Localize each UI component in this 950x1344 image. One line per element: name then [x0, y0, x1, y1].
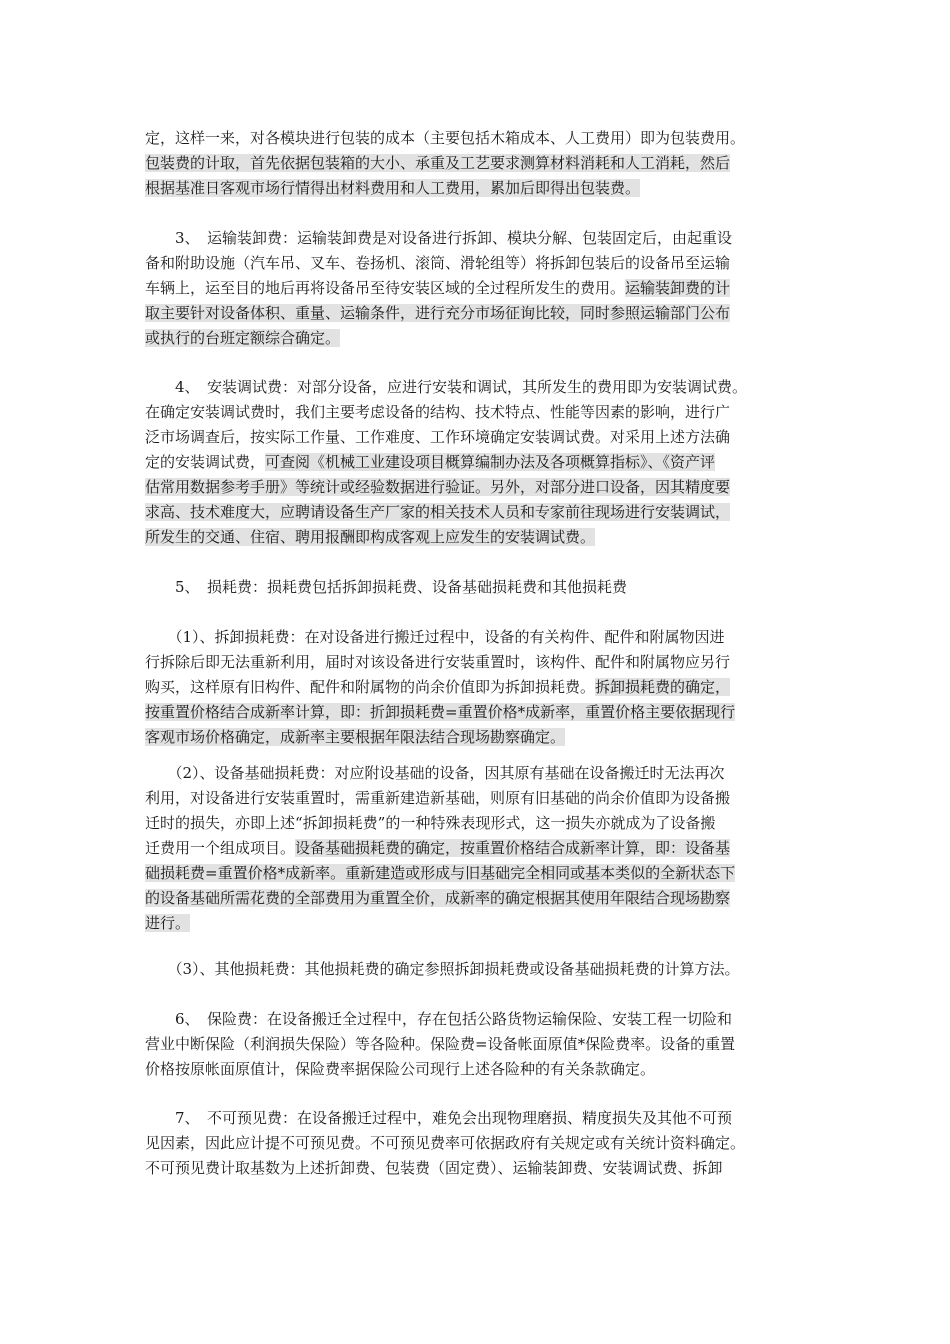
text-line — [145, 1106, 805, 1131]
body-text: 不可预见费计取基数为上述折卸费、包装费（固定费）、运输装卸费、安装调试费、拆卸 — [145, 1159, 723, 1177]
text-line — [145, 786, 805, 811]
paragraph-installation-debugging — [145, 375, 805, 550]
body-text: 见因素，因此应计提不可预见费。不可预见费率可依据政府有关规定或有关统计资料确定。 — [145, 1134, 746, 1152]
highlighted-text: 包装费的计取，首先依据包装箱的大小、承重及工艺要求测算材料消耗和人工消耗，然后 — [145, 154, 731, 172]
text-line — [145, 176, 805, 201]
body-text: （1）、拆卸损耗费：在对设备进行搬迁过程中，设备的有关构件、配件和附属物因进 — [145, 628, 725, 646]
paragraph-loss-fees — [145, 575, 805, 600]
text-line — [145, 226, 805, 251]
body-text: 备和附助设施（汽车吊、叉车、卷扬机、滚筒、滑轮组等）将拆卸包装后的设备吊至运输 — [145, 254, 731, 272]
highlighted-text: 根据基准日客观市场行情得出材料费用和人工费用，累加后即得出包装费。 — [145, 179, 641, 197]
text-line — [145, 425, 805, 450]
text-line — [145, 911, 805, 936]
highlighted-text: 或执行的台班定额综合确定。 — [145, 329, 341, 347]
text-line — [145, 1057, 805, 1082]
text-line — [145, 811, 805, 836]
body-text: 定，这样一来，对各模块进行包装的成本（主要包括木箱成本、人工费用）即为包装费用。 — [145, 129, 746, 147]
body-text: 利用，对设备进行安装重置时，需重新建造新基础，则原有旧基础的尚余价值即为设备搬 — [145, 789, 731, 807]
text-line — [145, 301, 805, 326]
highlighted-text: 所发生的交通、住宿、聘用报酬即构成客观上应发生的安装调试费。 — [145, 528, 596, 546]
body-text: 定的安装调试费， — [145, 453, 266, 471]
highlighted-text: 设备基础损耗费的确定，按重置价格结合成新率计算，即：设备基 — [295, 839, 731, 857]
text-line — [145, 500, 805, 525]
text-line — [145, 1131, 805, 1156]
body-text: 泛市场调查后，按实际工作量、工作难度、工作环境确定安装调试费。对采用上述方法确 — [145, 428, 731, 446]
text-line — [145, 475, 805, 500]
text-line — [145, 525, 805, 550]
highlighted-text: 估常用数据参考手册》等统计或经验数据进行验证。另外，对部分进口设备，因其精度要 — [145, 478, 731, 496]
highlighted-text: 可查阅《机械工业建设项目概算编制办法及各项概算指标》、《资产评 — [265, 453, 716, 471]
body-text: （3）、其他损耗费：其他损耗费的确定参照拆卸损耗费或设备基础损耗费的计算方法。 — [145, 960, 740, 978]
text-line — [145, 575, 805, 600]
paragraph-dismantling-loss — [145, 625, 805, 750]
text-line — [145, 151, 805, 176]
paragraph-packaging — [145, 126, 805, 201]
body-text: 5、 损耗费：损耗费包括拆卸损耗费、设备基础损耗费和其他损耗费 — [145, 578, 628, 596]
body-text: 价格按原帐面原值计，保险费率据保险公司现行上述各险种的有关条款确定。 — [145, 1060, 656, 1078]
highlighted-text: 求高、技术难度大，应聘请设备生产厂家的相关技术人员和专家前往现场进行安装调试， — [145, 503, 731, 521]
highlighted-text: 客观市场价格确定，成新率主要根据年限法结合现场勘察确定。 — [145, 728, 566, 746]
text-line — [145, 400, 805, 425]
body-text: 车辆上，运至目的地后再将设备吊至待安装区域的全过程所发生的费用。 — [145, 279, 626, 297]
body-text: 迁费用一个组成项目。 — [145, 839, 296, 857]
text-line — [145, 957, 805, 982]
body-text: 3、 运输装卸费：运输装卸费是对设备进行拆卸、模块分解、包装固定后，由起重设 — [145, 229, 733, 247]
paragraph-insurance — [145, 1007, 805, 1082]
text-line — [145, 861, 805, 886]
text-line — [145, 1156, 805, 1181]
body-text: 营业中断保险（利润损失保险）等各险种。保险费=设备帐面原值*保险费率。设备的重置 — [145, 1035, 736, 1053]
text-line — [145, 276, 805, 301]
text-line — [145, 1007, 805, 1032]
body-text: 行拆除后即无法重新利用，届时对该设备进行安装重置时，该构件、配件和附属物应另行 — [145, 653, 731, 671]
text-line — [145, 650, 805, 675]
highlighted-text: 取主要针对设备体积、重量、运输条件，进行充分市场征询比较，同时参照运输部门公布 — [145, 304, 731, 322]
paragraph-foundation-loss — [145, 761, 805, 936]
text-line — [145, 1032, 805, 1057]
body-text: 6、 保险费：在设备搬迁全过程中，存在包括公路货物运输保险、安装工程一切险和 — [145, 1010, 733, 1028]
highlighted-text: 拆卸损耗费的确定， — [595, 678, 731, 696]
highlighted-text: 运输装卸费的计 — [625, 279, 731, 297]
paragraph-unforeseen — [145, 1106, 805, 1181]
text-line — [145, 725, 805, 750]
text-line — [145, 625, 805, 650]
text-line — [145, 836, 805, 861]
text-line — [145, 450, 805, 475]
text-line — [145, 675, 805, 700]
highlighted-text: 的设备基础所需花费的全部费用为重置全价，成新率的确定根据其使用年限结合现场勘察 — [145, 889, 731, 907]
body-text: 7、 不可预见费：在设备搬迁过程中，难免会出现物理磨损、精度损失及其他不可预 — [145, 1109, 733, 1127]
body-text: （2）、设备基础损耗费：对应附设基础的设备，因其原有基础在设备搬迁时无法再次 — [145, 764, 725, 782]
body-text: 迁时的损失，亦即上述“拆卸损耗费”的一种特殊表现形式，这一损失亦就成为了设备搬 — [145, 814, 716, 832]
highlighted-text: 按重置价格结合成新率计算，即：折卸损耗费=重置价格*成新率，重置价格主要依据现行 — [145, 703, 736, 721]
text-line — [145, 251, 805, 276]
text-line — [145, 700, 805, 725]
body-text: 在确定安装调试费时，我们主要考虑设备的结构、技术特点、性能等因素的影响，进行广 — [145, 403, 731, 421]
text-line — [145, 375, 805, 400]
text-line — [145, 126, 805, 151]
paragraph-other-loss — [145, 957, 805, 982]
paragraph-transport-handling — [145, 226, 805, 351]
body-text: 购买，这样原有旧构件、配件和附属物的尚余价值即为拆卸损耗费。 — [145, 678, 596, 696]
body-text: 4、 安装调试费：对部分设备，应进行安装和调试，其所发生的费用即为安装调试费。 — [145, 378, 748, 396]
text-line — [145, 326, 805, 351]
highlighted-text: 进行。 — [145, 914, 191, 932]
text-line — [145, 761, 805, 786]
text-line — [145, 886, 805, 911]
highlighted-text: 础损耗费=重置价格*成新率。重新建造或形成与旧基础完全相同或基本类似的全新状态下 — [145, 864, 736, 882]
